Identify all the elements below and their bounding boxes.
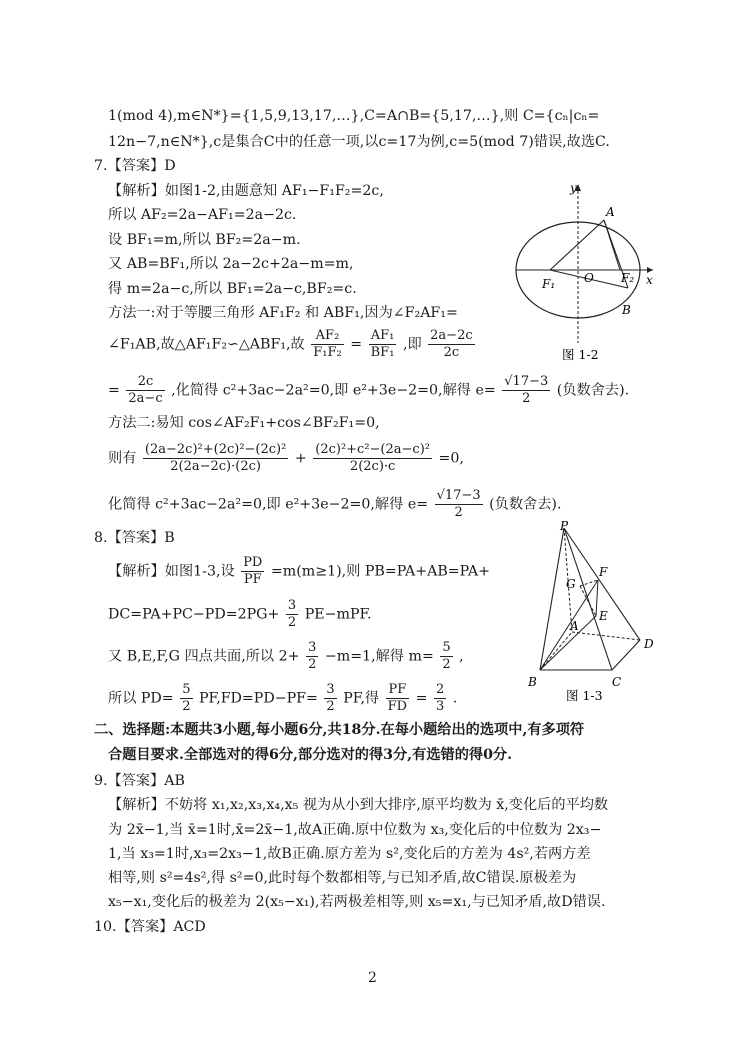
- label-f1: F₁: [542, 277, 556, 291]
- label-c: C: [612, 675, 622, 689]
- text-span: PE−mPF.: [304, 606, 372, 623]
- text-span: DC=PA+PC−PD=2PG+: [108, 606, 280, 623]
- text-span: ,: [459, 648, 464, 665]
- fraction: $\frac{\text{(2c)²+c²−(2a−c)²}}{2(2c)\cdot c}$: [315, 442, 430, 474]
- text-span: (负数舍去).: [556, 382, 630, 399]
- text-span: 【解析】如图1-3,设: [108, 563, 235, 580]
- text-line: 【解析】如图1-2,由题意知 AF₁−F₁F₂=2c,: [108, 183, 384, 199]
- text-line: 所以 AF₂=2a−AF₁=2a−2c.: [108, 207, 297, 223]
- text-span: PF,FD=PD−PF=: [199, 690, 318, 707]
- label-f: F: [599, 565, 608, 579]
- label-e: E: [599, 609, 608, 623]
- section-heading: 二、选择题:本题共3小题,每小题6分,共18分.在每小题给出的选项中,有多项符: [94, 722, 585, 738]
- fraction: $\frac{√17-3}{2}$: [504, 374, 549, 406]
- label-a: A: [606, 205, 615, 219]
- text-line: 【解析】不妨将 x₁,x₂,x₃,x₄,x₅ 视为从小到大排序,原平均数为 x̄,变化后的平均数: [108, 797, 609, 813]
- fraction: $\frac{√17-3}{2}$: [436, 488, 481, 520]
- text-span: =m(m≥1),则 PB=PA+AB=PA+: [270, 563, 491, 580]
- question-7-answer: 7.【答案】D: [94, 158, 176, 174]
- fraction: $\frac{PF}{FD}$: [387, 682, 408, 714]
- text-span: −m=1,解得 m=: [324, 648, 434, 665]
- label-b: B: [528, 675, 537, 689]
- text-line: x₅−x₁,变化后的极差为 2(x₅−x₁),若两极差相等,则 x₅=x₁,与已知矛盾,故D错误.: [108, 894, 606, 910]
- text-line: 12n−7,n∈N*},c是集合C中的任意一项,以c=17为例,c=5(mod 7)错误,故选C.: [108, 134, 610, 150]
- segment-be: [540, 616, 596, 670]
- edge-pc: [564, 528, 612, 670]
- text-line: [108, 555, 490, 588]
- label-b: B: [622, 303, 631, 317]
- pyramid-diagram: [520, 520, 670, 706]
- edge-ad: [572, 632, 640, 640]
- text-line: [108, 598, 372, 631]
- text-line: [108, 640, 464, 673]
- text-span: 化简得 c²+3ac−2a²=0,即 e²+3e−2=0,解得 e=: [108, 496, 429, 513]
- text-line: 相等,则 s²=4s²,得 s²=0,此时每个数都相等,与已知矛盾,故C错误.原极差为: [108, 870, 577, 886]
- fraction: $\frac{5}{2}$: [442, 640, 451, 672]
- fraction: $\frac{5}{2}$: [182, 682, 191, 714]
- label-o: O: [584, 271, 594, 285]
- question-10-answer: 10.【答案】ACD: [94, 919, 206, 935]
- text-span: PF,得: [343, 690, 380, 707]
- label-x: x: [646, 273, 653, 287]
- question-9-answer: 9.【答案】AB: [94, 773, 185, 789]
- text-line: [108, 488, 561, 521]
- edge-ba: [540, 632, 572, 670]
- page-number: 2: [368, 970, 377, 986]
- section-heading: 合题目要求.全部选对的得6分,部分选对的得3分,有选错的得0分.: [108, 747, 513, 763]
- figure-pyramid: [520, 520, 670, 706]
- text-line: 得 m=2a−c,所以 BF₁=2a−c,BF₂=c.: [108, 281, 357, 297]
- text-span: ,即: [402, 336, 422, 353]
- text-span: +: [294, 450, 307, 467]
- edge-pb: [540, 528, 564, 670]
- fraction: $\frac{PD}{PF}$: [243, 555, 263, 587]
- label-a: A: [570, 619, 579, 633]
- text-line: [108, 442, 464, 475]
- fraction: $\frac{2c}{2a-c}$: [128, 374, 163, 406]
- label-f2: F₂: [621, 271, 635, 285]
- text-span: =: [350, 336, 363, 353]
- text-span: 又 B,E,F,G 四点共面,所以 2+: [108, 648, 300, 665]
- text-span: .: [452, 690, 458, 707]
- segment-f1-a: [550, 220, 604, 270]
- ellipse-diagram: [508, 178, 658, 368]
- text-line: 又 AB=BF₁,所以 2a−2c+2a−m=m,: [108, 256, 354, 272]
- text-line: 方法二:易知 cos∠AF₂F₁+cos∠BF₂F₁=0,: [108, 415, 380, 431]
- text-span: ,化简得 c²+3ac−2a²=0,即 e²+3e−2=0,解得 e=: [171, 382, 496, 399]
- text-span: ∠F₁AB,故△AF₁F₂∽△ABF₁,故: [108, 336, 305, 353]
- fraction: $\frac{\text{AF₂}}{\text{F₁F₂}}$: [313, 328, 342, 360]
- fraction: $\frac{3}{2}$: [287, 598, 297, 630]
- segment-ge: [580, 586, 596, 616]
- text-span: =0,: [438, 450, 464, 467]
- text-line: 方法一:对于等腰三角形 AF₁F₂ 和 ABF₁,因为∠F₂AF₁=: [108, 305, 458, 321]
- fraction: $\frac{3}{2}$: [308, 640, 317, 672]
- figure-caption: 图 1-2: [562, 347, 599, 362]
- text-line: 1,当 x₃=1时,x₃=2x₃−1,故B正确.原方差为 s²,变化后的方差为 4s²,若两方差: [108, 846, 591, 862]
- text-span: 所以 PD=: [108, 690, 174, 707]
- text-span: 则有: [108, 450, 137, 467]
- fraction: $\frac{\text{AF₁}}{\text{BF₁}}$: [370, 328, 395, 360]
- edge-cd: [612, 640, 640, 670]
- fraction: $\frac{3}{2}$: [326, 682, 335, 714]
- figure-caption: 图 1-3: [566, 688, 603, 703]
- figure-ellipse: [508, 178, 658, 368]
- text-line: 为 2x̄−1,当 x̄=1时,x̄=2x̄−1,故A正确.原中位数为 x₃,变化后的中位数为 2x₃−: [108, 822, 602, 838]
- text-span: (负数舍去).: [489, 496, 562, 513]
- question-8-answer: 8.【答案】B: [94, 530, 175, 546]
- segment-a-f2: [604, 220, 620, 270]
- fraction: $\frac{2}{3}$: [436, 682, 445, 714]
- fraction: $\frac{\text{(2a−2c)²+(2c)²−(2c)²}}{2(2a-2c)\cdot(2c)}$: [144, 442, 287, 474]
- text-line: 1(mod 4),m∈N*}={1,5,9,13,17,…},C=A∩B={5,17,…},则 C={cₙ|cₙ=: [108, 108, 600, 124]
- text-span: =: [415, 690, 428, 707]
- label-d: D: [644, 637, 654, 651]
- text-line: [108, 328, 477, 361]
- label-y: y: [570, 181, 577, 195]
- text-line: 设 BF₁=m,所以 BF₂=2a−m.: [108, 232, 301, 248]
- fraction: $\frac{2a-2c}{2c}$: [430, 328, 473, 360]
- text-span: =: [108, 382, 120, 399]
- label-p: P: [560, 520, 569, 533]
- text-line: [108, 374, 629, 407]
- label-g: G: [566, 577, 576, 591]
- text-line: [108, 682, 457, 715]
- segment-fe: [596, 580, 598, 616]
